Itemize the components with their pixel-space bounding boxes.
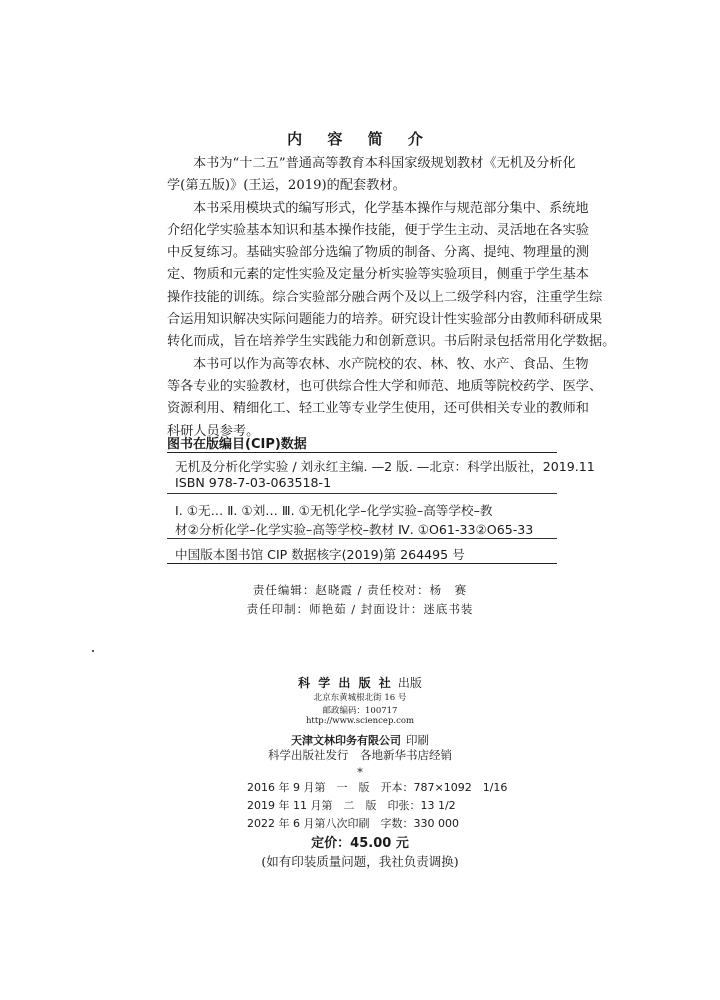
cip-data-block — [167, 452, 595, 574]
intro-line: 科研人员参考。 — [167, 423, 260, 439]
edition-line: 2022 年 6 月第八次印刷 字数：330 000 — [247, 817, 459, 830]
intro-line: 介绍化学实验基本知识和基本操作技能，便于学生主动、灵活地在各实验 — [167, 222, 589, 238]
cip-rule-bottom — [167, 563, 557, 564]
printer-name: 天津文林印务有限公司 — [290, 734, 401, 747]
publisher-website: http://www.sciencep.com — [305, 716, 415, 726]
intro-line: 等各专业的实验教材，也可供综合性大学和师范、地质等院校药学、医学、 — [167, 378, 603, 394]
page-title: 内 容 简 介 — [287, 130, 433, 148]
intro-line: 中反复练习。基础实验部分选编了物质的制备、分离、提纯、物理量的测 — [167, 245, 589, 261]
credits-production: 责任印制：师艳茹 / 封面设计：迷底书装 — [246, 602, 474, 616]
quality-note: (如有印装质量问题，我社负责调换) — [261, 854, 459, 869]
cip-rule-top — [167, 452, 557, 453]
credits-editors: 责任编辑：赵晓霞 / 责任校对：杨 赛 — [252, 583, 468, 597]
cip-line-title: 无机及分析化学实验 / 刘永红主编. —2 版. —北京：科学出版社，2019.11 — [175, 459, 595, 474]
intro-line: 本书可以作为高等农林、水产院校的农、林、牧、水产、食品、生物 — [193, 356, 589, 372]
printer-suffix: 印刷 — [406, 733, 430, 747]
cip-line-classification-cont: 材②分析化学–化学实验–高等学校–教材 Ⅳ. ①O61-33②O65-33 — [175, 522, 534, 537]
intro-line: 定、物质和元素的定性实验及定量分析实验等实验项目，侧重于学生基本 — [167, 267, 589, 283]
cip-heading: 图书在版编目(CIP)数据 — [167, 437, 307, 452]
edition-line: 2019 年 11 月第 二 版 印张：13 1/2 — [247, 799, 456, 812]
cip-line-classification: Ⅰ. ①无… Ⅱ. ①刘… Ⅲ. ①无机化学–化学实验–高等学校–教 — [175, 503, 493, 518]
intro-line: 资源利用、精细化工、轻工业等专业学生使用，还可供相关专业的教师和 — [167, 401, 589, 417]
intro-line: 转化而成，旨在培养学生实践能力和创新意识。书后附录包括常用化学数据。 — [167, 334, 616, 350]
publisher-name: 科 学 出 版 社 — [298, 676, 393, 690]
separator-star: * — [357, 765, 363, 779]
intro-line: 本书采用模块式的编写形式，化学基本操作与规范部分集中、系统地 — [193, 200, 589, 216]
printer-line — [0, 729, 720, 748]
cip-rule — [167, 493, 557, 494]
publisher-suffix: 出版 — [397, 676, 422, 690]
price-label: 定价：45.00 元 — [311, 836, 409, 851]
edition-line: 2016 年 9 月第 一 版 开本：787×1092 1/16 — [247, 781, 508, 794]
intro-line: 本书为“十二五”普通高等教育本科国家级规划教材《无机及分析化 — [193, 156, 576, 171]
intro-line: 操作技能的训练。综合实验部分融合两个及以上二级学科内容，注重学生综 — [167, 289, 603, 305]
stray-mark — [92, 650, 94, 652]
intro-line: 合运用知识解决实际问题能力的培养。研究设计性实验部分由教师科研成果 — [167, 312, 603, 328]
intro-line: 学(第五版)》(王运，2019)的配套教材。 — [167, 178, 406, 194]
publisher-postcode: 邮政编码：100717 — [322, 706, 398, 716]
distribution-line: 科学出版社发行 各地新华书店经销 — [268, 748, 452, 762]
cip-rule — [167, 538, 557, 539]
cip-line-isbn: ISBN 978-7-03-063518-1 — [175, 475, 332, 490]
publisher-line — [0, 672, 720, 691]
cip-line-record-number: 中国版本图书馆 CIP 数据核字(2019)第 264495 号 — [175, 547, 465, 562]
publisher-address: 北京东黄城根北街 16 号 — [313, 693, 407, 703]
intro-text — [167, 153, 616, 443]
